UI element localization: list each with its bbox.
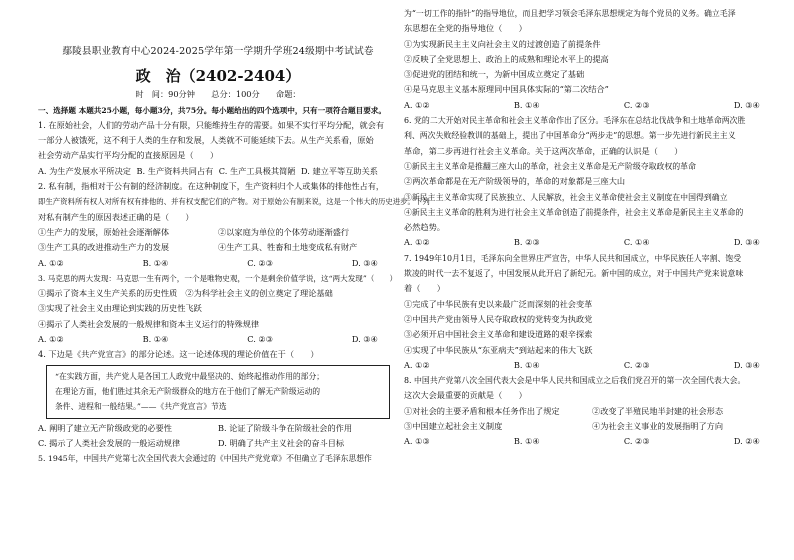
statement-item: ③必须开启中国社会主义革命和建设道路的艰辛探索 [404,329,593,340]
option-c: C. 生产工具极其简陋 [218,165,296,176]
statement-item: ④是马克思主义基本原理同中国具体实际的“第二次结合” [404,84,609,95]
statement-item: ①新民主主义革命是推翻三座大山的革命，社会主义革命是无产阶级夺取政权的革命 [404,161,696,171]
question-text: 社会劳动产品实行平均分配的直接原因是（ ） [38,150,219,161]
statement-item: ③生产工具的改进推动生产力的发展 [38,242,170,253]
answer-options [38,164,398,179]
right-column [404,6,780,450]
question-text: 7. 1949年10月1日，毛泽东向全世界庄严宣告，中华人民共和国成立，中华民族任人宰割、饱受 [404,253,742,263]
question-text: 一部分人被饿死，这不利于人类的生存和发展，人类就不可能延续下去。从生产关系看，原始 [38,135,374,146]
quote-line: 在理论方面，他们胜过其余无产阶级群众的地方在于他们了解无产阶级运动的 [55,386,321,396]
option-a: A. 为生产发展水平所决定 [38,165,131,176]
statement-item: ①揭示了资本主义生产关系的历史性质 ②为科学社会主义的创立奠定了理论基础 [38,288,333,299]
question-text: 欺凌的时代一去不复返了，中国发展从此开启了新纪元。新中国的成立，对于中国共产党来说意味 [404,269,744,279]
option-a: A. ①② [38,334,64,345]
statement-row [38,240,398,255]
question-text: 4. 下边是《共产党宣言》的部分论述。这一论述体现的理论价值在于（ ） [38,349,319,360]
question-6 [404,113,780,251]
answer-options [404,358,780,373]
option-d: D. 建立平等互助关系 [301,165,378,176]
option-c: C. ②③ [623,436,650,447]
question-text: 2. 私有制，指相对于公有制的经济制度。在这种制度下，生产资料归个人或集体的排他性占有， [38,181,385,192]
question-text: 8. 中国共产党第八次全国代表大会是中华人民共和国成立之后我们党召开的第一次全国代表大会。 [404,376,746,386]
question-3 [38,271,398,347]
question-5 [404,6,780,113]
statement-item: ①完成了中华民族有史以来最广泛而深刻的社会变革 [404,298,593,309]
option-c: C. ②③ [247,257,274,268]
statement-item: ④为社会主义事业的发展指明了方向 [592,421,724,432]
statement-row [38,225,398,240]
option-d: D. ③④ [733,359,760,370]
statement-item: ③中国建立起社会主义制度 [404,421,503,432]
statement-item: ②反映了全党思想上、政治上的成熟和理论水平上的提高 [404,53,609,64]
option-a: A. ①② [38,257,64,268]
answer-options [38,332,398,347]
option-d: D. ③④ [733,99,760,110]
option-a: A. ①② [404,99,430,110]
answer-options [38,421,398,436]
question-text: 利、两次失败经验教训的基础上，提出了中国革命分“两步走”的思想。第一步先进行新民主主义 [404,131,736,141]
question-text: 3. 马克思的两大发现：马克思一生有两个，一个是唯物史观，一个是剩余价值学说，这“两大发现”（ ） [38,273,398,283]
option-d: D. ②④ [733,436,760,447]
option-a: A. ①② [404,237,430,248]
statement-row [404,404,780,419]
statement-item: ②两次革命都是在无产阶级领导的，革命的对象都是三座大山 [404,176,626,187]
statement-item: ④实现了中华民族从“东亚病夫”到站起来的伟大飞跃 [404,344,593,355]
statement-item: ④新民主主义革命的胜利为进行社会主义革命创造了前提条件，社会主义革命是新民主主义革命的 [404,207,744,217]
option-c: C. ②③ [623,99,650,110]
question-5-start: 5. 1945年，中国共产党第七次全国代表大会通过的《中国共产党党章》不但确立了毛泽东思想作 [38,454,372,464]
statement-item: ①对社会的主要矛盾和根本任务作出了规定 [404,405,560,416]
statement-item: ③促进党的团结和统一，为新中国成立奠定了基础 [404,69,585,80]
statement-item: ②改变了半殖民地半封建的社会形态 [592,405,724,416]
option-b: B. 论证了阶级斗争在阶级社会的作用 [218,422,353,433]
question-text: 6. 党的二大开始对民主革命和社会主义革命作出了区分。毛泽东在总结北伐战争和土地革命两次胜 [404,116,746,126]
option-d: D. 明确了共产主义社会的奋斗目标 [218,437,345,448]
question-text: 这次大会最重要的贡献是（ ） [404,390,527,401]
option-b: B. 生产资料共同占有 [136,165,214,176]
answer-options [38,436,398,451]
option-c: C. ②③ [623,359,650,370]
statement-item: ②以家庭为单位的个体劳动逐渐盛行 [218,226,350,237]
question-text: 东思想在全党的指导地位（ ） [404,23,527,34]
option-d: D. ③④ [733,237,760,248]
option-a: A. ①② [404,359,430,370]
statement-item: ①生产力的发展，原始社会逐渐解体 [38,226,170,237]
question-text: 对私有制产生的原因表述正确的是（ ） [38,211,194,222]
option-c: C. ②③ [247,334,274,345]
option-b: B. ①④ [142,257,169,268]
statement-item: 必然趋势。 [404,222,445,233]
question-text: 为“一切工作的指针”的指导地位，而且把学习领会毛泽东思想规定为每个党员的义务。确立毛泽 [404,9,736,18]
section-title: 一、选择题 本题共25小题，每小题3分，共75分。每小题给出的四个选项中，只有一项符合题目要求。 [38,105,386,115]
answer-options [404,98,780,113]
option-b: B. ①④ [513,436,540,447]
option-b: B. ①④ [142,334,169,345]
question-text: 革命，第二步再进行社会主义革命。关于这两次革命，正确的认识是（ ） [404,145,683,156]
option-c: C. ①④ [623,237,650,248]
option-d: D. ③④ [351,334,378,345]
statement-item: ③新民主主义革命实现了民族独立、人民解放，社会主义革命使社会主义制度在中国得到确立 [404,192,728,202]
question-4 [38,347,398,451]
answer-options [404,434,780,449]
statement-item: ②中国共产党由领导人民夺取政权的党转变为执政党 [404,313,593,324]
statement-item: ①为实现新民主主义向社会主义的过渡创造了前提条件 [404,38,601,49]
option-c: C. 揭示了人类社会发展的一般运动规律 [38,437,181,448]
question-8 [404,373,780,449]
question-1 [38,118,398,179]
statement-item: ④揭示了人类社会发展的一般规律和资本主义运行的特殊规律 [38,318,260,329]
question-text: 着（ ） [404,283,445,294]
school-title: 鄢陵县职业教育中心2024-2025学年第一学期升学班24级期中考试试卷 [62,46,374,57]
question-text: 1. 在原始社会，人们的劳动产品十分有限，只能维持生存的需要。如果不实行平均分配，就会有 [38,119,385,130]
statement-item: ③实现了社会主义由理论到实践的历史性飞跃 [38,303,202,314]
option-b: B. ②③ [513,237,540,248]
answer-options [404,235,780,250]
option-a: A. ①③ [404,436,430,447]
quote-box [46,365,390,419]
quote-line: 条件、进程和一般结果。”——《共产党宣言》节选 [55,402,227,412]
statement-row [404,419,780,434]
option-d: D. ③④ [351,257,378,268]
option-a: A. 阐明了建立无产阶级政党的必要性 [38,422,172,433]
quote-line: “在实践方面，共产党人是各国工人政党中最坚决的、始终起推动作用的部分； [55,371,325,381]
option-b: B. ①④ [513,99,540,110]
option-b: B. ①④ [513,359,540,370]
answer-options [38,256,398,271]
statement-item: ④生产工具、牲畜和土地变成私有财产 [218,242,358,253]
question-text: 即生产资料所有权人对所有权有排他的、并有权支配它们的产物。对于原始公有制来说，这是一个伟大的历史进步。下列 [38,197,430,207]
exam-info: 时 间：90分钟 总分：100分 命题： [135,89,301,100]
question-7 [404,251,780,373]
subject-title: 政 治（2402-2404） [135,67,301,86]
